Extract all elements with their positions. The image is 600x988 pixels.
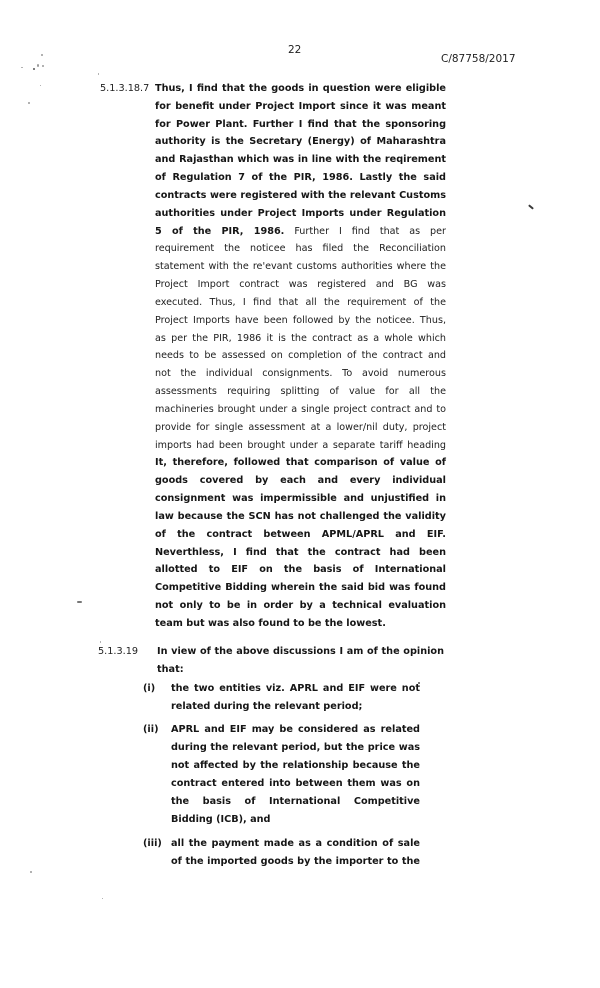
- paragraph-line: as per the PIR, 1986 it is the contract as a whole which: [155, 332, 446, 344]
- paragraph-line: requirement the noticee has filed the Reconciliation: [155, 243, 446, 255]
- paragraph-line: provide for single assessment at a lower/nil duty, project: [155, 421, 446, 433]
- scan-mark: [528, 204, 534, 209]
- paragraph-line: and Rajasthan which was in line with the reqirement: [155, 154, 446, 166]
- paragraph-line: not only to be in order by a technical evaluation: [155, 600, 446, 612]
- paragraph-line: Thus, I find that the goods in question were eligible: [155, 83, 446, 94]
- paragraph-line: Competitive Bidding wherein the said bid was found: [155, 582, 446, 594]
- list-item-line: contract entered into between them was on: [171, 778, 420, 789]
- paragraph-5-1-3-19: [157, 643, 444, 678]
- scan-speck: [28, 102, 30, 104]
- paragraph-line: team but was also found to be the lowest.: [155, 617, 386, 629]
- scan-speck: [42, 65, 44, 67]
- paragraph-line: allotted to EIF on the basis of International: [155, 564, 446, 576]
- paragraph-5-1-3-18-7: [155, 80, 446, 633]
- paragraph-line: needs to be assessed on completion of the contract and: [155, 350, 446, 362]
- scan-speck: [30, 871, 32, 873]
- paragraph-number: 5.1.3.19: [98, 646, 139, 657]
- paragraph-line: goods covered by each and every individual: [155, 475, 446, 487]
- paragraph-line: Project Import contract was registered and BG was: [155, 279, 446, 291]
- paragraph-line: consignment was impermissible and unjustified in: [155, 493, 446, 505]
- scan-speck: [21, 67, 23, 68]
- paragraph-line: In view of the above discussions I am of the opinion: [157, 646, 444, 657]
- page-number: 22: [288, 44, 302, 56]
- scan-mark: [77, 601, 82, 603]
- paragraph-number: 5.1.3.18.7: [100, 83, 150, 94]
- paragraph-line: that:: [157, 663, 184, 675]
- list-item: [171, 721, 420, 829]
- scan-speck: [98, 73, 99, 75]
- list-item-line: not affected by the relationship because the: [171, 760, 420, 771]
- list-item-line: APRL and EIF may be considered as related: [171, 724, 420, 735]
- paragraph-line: contracts were registered with the relevant Customs: [155, 189, 446, 201]
- paragraph-line: machineries brought under a single project contract and to: [155, 403, 446, 415]
- case-number: C/87758/2017: [441, 53, 516, 65]
- scan-speck: [40, 85, 41, 86]
- paragraph-line: It, therefore, followed that comparison of value of: [155, 457, 446, 469]
- list-item-line: all the payment made as a condition of sale: [171, 838, 420, 849]
- list-item-label: (iii): [143, 838, 162, 849]
- scan-speck: [41, 54, 43, 56]
- paragraph-line: of Regulation 7 of the PIR, 1986. Lastly the said: [155, 172, 446, 184]
- paragraph-line: not the individual consignments. To avoid numerous: [155, 368, 446, 380]
- paragraph-line: law because the SCN has not challenged the validity: [155, 510, 446, 522]
- paragraph-line: for Power Plant. Further I find that the sponsoring: [155, 118, 446, 130]
- regular-text: Further I find that as per: [294, 225, 446, 237]
- list-item-line: the basis of International Competitive: [171, 796, 420, 807]
- list-item-line: during the relevant period, but the price was: [171, 742, 420, 753]
- list-item: [171, 835, 420, 871]
- list-item: [171, 680, 420, 715]
- scan-speck: [102, 898, 103, 899]
- scan-speck: [37, 64, 39, 67]
- list-item-line: related during the relevant period;: [171, 700, 363, 712]
- bold-text: 5 of the PIR, 1986.: [155, 225, 285, 237]
- paragraph-line: [155, 223, 446, 241]
- paragraph-line: imports had been brought under a separate tariff heading: [155, 439, 446, 451]
- paragraph-line: Project Imports have been followed by the noticee. Thus,: [155, 314, 446, 326]
- paragraph-line: executed. Thus, I find that all the requirement of the: [155, 296, 446, 308]
- list-item-line: Bidding (ICB), and: [171, 814, 271, 825]
- paragraph-line: statement with the re'evant customs authorities where the: [155, 261, 446, 273]
- paragraph-line: authority is the Secretary (Energy) of Maharashtra: [155, 136, 446, 148]
- paragraph-line: for benefit under Project Import since it was meant: [155, 100, 446, 112]
- scan-speck: [33, 68, 35, 70]
- list-item-line: the two entities viz. APRL and EIF were not: [171, 683, 420, 694]
- paragraph-line: of the contract between APML/APRL and EIF.: [155, 528, 446, 540]
- list-item-label: (i): [143, 683, 156, 694]
- paragraph-line: Neverthless, I find that the contract had been: [155, 546, 446, 558]
- list-item-line: of the imported goods by the importer to the: [171, 856, 420, 867]
- list-item-label: (ii): [143, 724, 159, 735]
- paragraph-line: authorities under Project Imports under Regulation: [155, 207, 446, 219]
- paragraph-line: assessments requiring splitting of value for all the: [155, 386, 446, 398]
